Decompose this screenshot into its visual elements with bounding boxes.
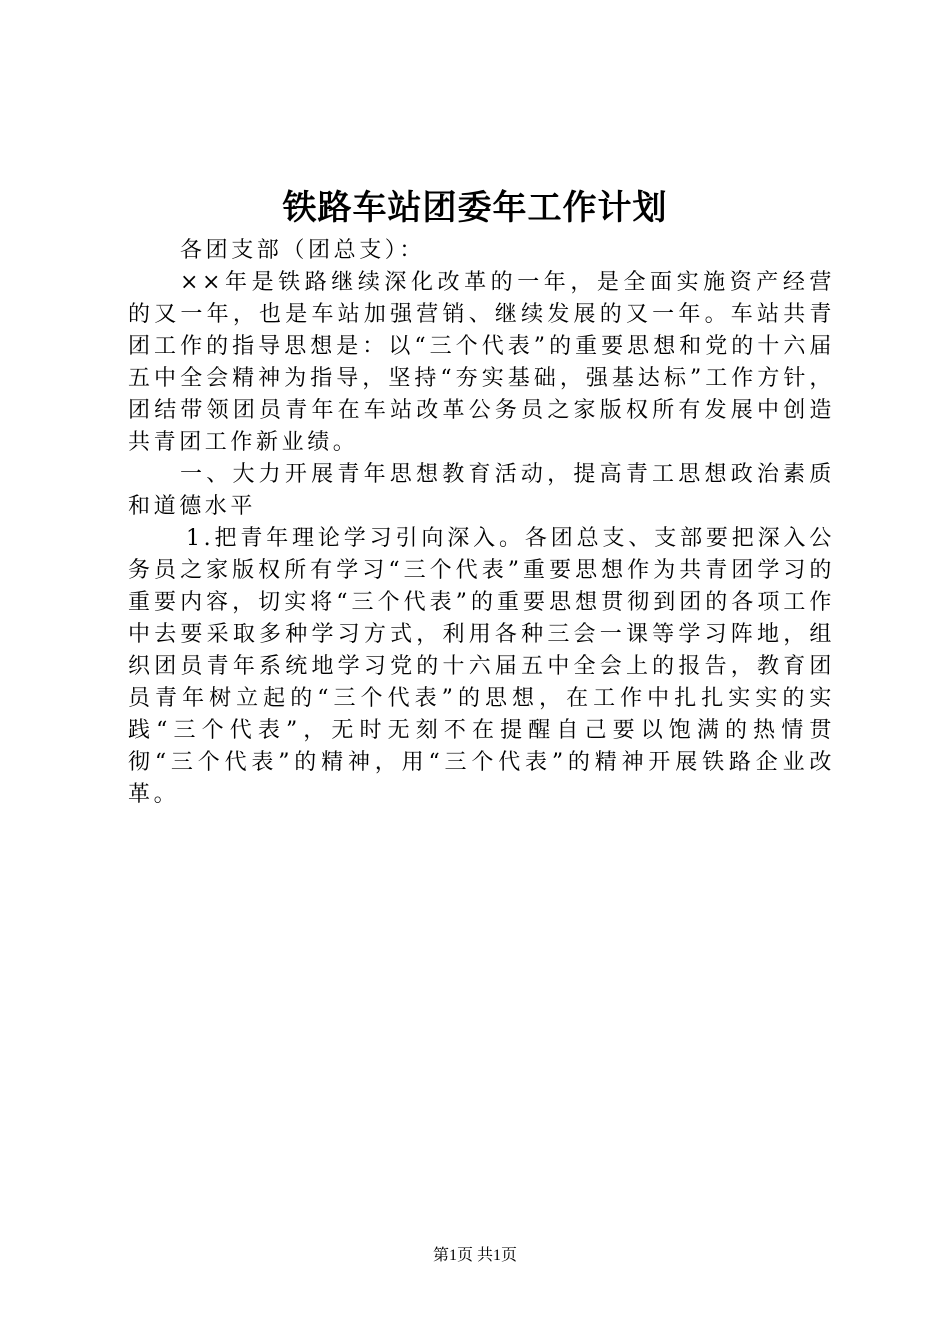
- salutation: 各团支部（团总支）：: [180, 238, 426, 263]
- document-title: 铁路车站团委年工作计划: [282, 188, 668, 228]
- document-body: [128, 235, 835, 811]
- page-footer: 第1页 共1页: [432, 1247, 517, 1264]
- paragraph-intro: ××年是铁路继续深化改革的一年，是全面实施资产经营的又一年，也是车站加强营销、继续发展的又一年。车站共青团工作的指导思想是：以“三个代表”的重要思想和党的十六届五中全会精神为指导，坚持“夯实基础，强基达标”工作方针，团结带领团员青年在车站改革公务员之家版权所有发展中创造共青团工作新业绩。: [128, 270, 835, 455]
- section-heading-1: 一、大力开展青年思想教育活动，提高青工思想政治素质和道德水平: [128, 462, 835, 519]
- paragraph-item-1: 1.把青年理论学习引向深入。各团总支、支部要把深入公务员之家版权所有学习“三个代表”重要思想作为共青团学习的重要内容，切实将“三个代表”的重要思想贯彻到团的各项工作中去要采取多种学习方式，利用各种三会一课等学习阵地，组织团员青年系统地学习党的十六届五中全会上的报告，教育团员青年树立起的“三个代表”的思想，在工作中扎扎实实的实践“三个代表”，无时无刻不在提醒自己要以饱满的热情贯彻“三个代表”的精神，用“三个代表”的精神开展铁路企业改革。: [128, 526, 835, 807]
